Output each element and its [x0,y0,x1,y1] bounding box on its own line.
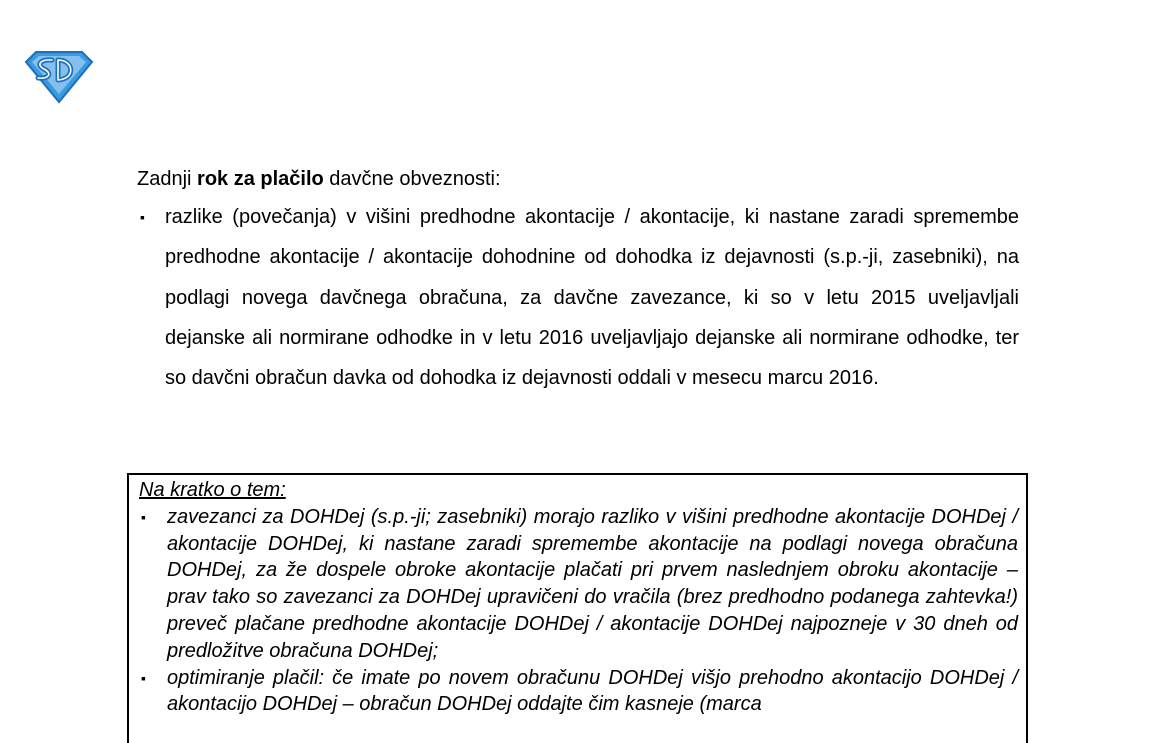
square-bullet-icon: ▪ [141,508,146,525]
list-item [137,197,1019,398]
summary-list [139,504,1018,718]
intro-before: Zadnji [137,168,198,190]
summary-box [127,473,1028,743]
intro-bold: rok za plačilo [197,168,324,190]
sd-diamond-logo [22,48,96,104]
intro-after: davčne obveznosti: [323,168,501,190]
list-item-text: optimiranje plačil: če imate po novem obračunu DOHDej višjo prehodno akontacijo DOHDej / akontacijo DOHDej – obračun DOHDej oddajte čim kasneje (marca [167,666,1018,716]
list-item [139,665,1018,719]
square-bullet-icon: ▪ [140,209,145,225]
summary-box-title: Na kratko o tem: [139,479,286,501]
list-item-text: razlike (povečanja) v višini predhodne akontacije / akontacije, ki nastane zaradi spremembe predhodne akontacije / akontacije dohodnine od dohodka iz dejavnosti (s.p.-ji, zasebniki), na podlagi novega davčnega obračuna, za davčne zavezance, ki so v letu 2015 uveljavljali dejanske ali normirane odhodke in v letu 2016 uveljavljajo dejanske ali normirane odhodke, ter so davčni obračun davka od dohodka iz dejavnosti oddali v mesecu marcu 2016. [165,206,1019,390]
list-item-text: zavezanci za DOHDej (s.p.-ji; zasebniki) morajo razliko v višini predhodne akontacije DOHDej / akontacije DOHDej, ki nastane zaradi spremembe akontacije na podlagi novega obračuna DOHDej, za že dospele obroke akontacije plačati pri prvem naslednjem obroku akontacije – prav tako so zavezanci za DOHDej upravičeni do vračila (brez predhodno podanega zahtevka!) preveč plačane predhodne akontacije DOHDej / akontacije DOHDej najpozneje v 30 dneh od predložitve obračuna DOHDej; [167,505,1018,662]
list-item [139,504,1018,665]
intro-line [137,166,501,192]
deadline-list [137,197,1019,398]
square-bullet-icon: ▪ [141,669,146,686]
